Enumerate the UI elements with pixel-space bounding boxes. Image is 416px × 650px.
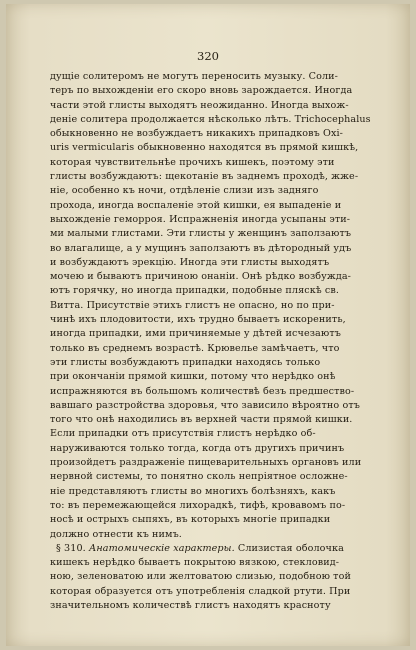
- text-line: мочею и бываютъ причиною онаніи. Онѣ рѣдко возбужда-: [50, 271, 352, 283]
- text-line: испражняются въ большомъ количествѣ безъ предшество-: [50, 385, 355, 397]
- text-line: теръ по выхожденіи его скоро вновь зарождается. Иногда: [50, 85, 353, 97]
- section-310: [50, 542, 386, 613]
- section-title: Анатомическіе характеры.: [88, 542, 235, 554]
- text-line: значительномъ количествѣ глистъ находятъ краснoту: [50, 599, 331, 611]
- text-line: которая образуется отъ употребленія сладкой ртути. При: [50, 585, 351, 597]
- text-line: ніе, особенно къ ночи, отдѣленіе слизи изъ задняго: [50, 185, 319, 197]
- text-line: выхожденіе геморроя. Испражненія иногда усыпаны эти-: [50, 213, 351, 225]
- text-line: деніе солитера продолжается нѣсколько лѣтъ. Trichocephalus: [50, 113, 371, 125]
- text-line: только въ среднемъ возрастѣ. Крювелье замѣчаетъ, что: [50, 342, 340, 354]
- text-line: наруживаются только тогда, когда отъ другихъ причинъ: [50, 442, 345, 454]
- text-line: Витта. Присутствіе этихъ глистъ не опасно, но по при-: [50, 299, 335, 311]
- text-line: во влагалище, а у мущинъ заползаютъ въ дѣтородный удъ: [50, 242, 352, 254]
- text-line: которая чувствительнѣе прочихъ кишекъ, поэтому эти: [50, 156, 335, 168]
- text-line: дущіе солитеромъ не могутъ переносить музыку. Соли-: [50, 71, 338, 82]
- page-body: [50, 70, 386, 613]
- text-line: ми малыми глистами. Эти глисты у женщинъ заползаютъ: [50, 228, 352, 240]
- book-page: [6, 4, 410, 646]
- text-line: ютъ горячку, но иногда припадки, подобные пляскѣ св.: [50, 285, 339, 297]
- text-line: того что онѣ находились въ верхней части прямой кишки.: [50, 414, 353, 426]
- text-line: глисты возбуждаютъ: щекотаніе въ заднемъ проходѣ, жже-: [50, 171, 359, 183]
- section-number: § 310.: [56, 542, 86, 554]
- text-line: Если припадки отъ присутствія глистъ нерѣдко об-: [50, 428, 316, 440]
- text-line: должно отнести къ нимъ.: [50, 528, 182, 540]
- text-line: и возбуждаютъ эрекцію. Иногда эти глисты выходятъ: [50, 256, 330, 268]
- text-line: носѣ и острыхъ сыпяхъ, въ которыхъ многіе припадки: [50, 514, 331, 526]
- text-line: прохода, иногда воспаленіе этой кишки, ея выпаденіе и: [50, 199, 342, 211]
- text-line: эти глисты возбуждаютъ припадки находясь только: [50, 356, 321, 368]
- paragraph-continued: [50, 70, 386, 542]
- text-line: то: въ перемежающейся лихорадкѣ, тифѣ, кровавомъ по-: [50, 499, 346, 511]
- text-line: кишекъ нерѣдко бываетъ покрытою вязкою, стекловид-: [50, 557, 340, 569]
- text-line: части этой глисты выходятъ неожиданно. Иногда выхож-: [50, 99, 349, 111]
- text-line: нервной системы, то понятно сколь непріятное осложне-: [50, 471, 348, 483]
- text-line: произойдетъ раздраженіе пищеварительныхъ органовъ или: [50, 457, 362, 469]
- section-heading-line: [50, 542, 386, 556]
- text-line: вавшаго разстройства здоровья, что зависило вѣроятно отъ: [50, 399, 360, 411]
- section-first-line-text: Слизистая оболочка: [237, 542, 344, 554]
- text-line: при окончаніи прямой кишки, потому что нерѣдко онѣ: [50, 371, 336, 383]
- text-line: uris vermicularis обыкновенно находятся въ прямой кишкѣ,: [50, 142, 359, 154]
- text-line: иногда припадки, ими причиняемые у дѣтей исчезаютъ: [50, 328, 341, 340]
- text-line: чинѣ ихъ плодовитости, ихъ трудно бываетъ искоренить,: [50, 314, 346, 326]
- text-line: ніе представляютъ глисты во многихъ болѣзняхъ, какъ: [50, 485, 336, 497]
- text-line: обыкновенно не возбуждаетъ никакихъ припадковъ Oxi-: [50, 128, 344, 140]
- section-text: [50, 556, 386, 613]
- page-number: 320: [197, 49, 219, 63]
- text-line: ною, зеленоватою или желтоватою слизью, подобною той: [50, 571, 351, 583]
